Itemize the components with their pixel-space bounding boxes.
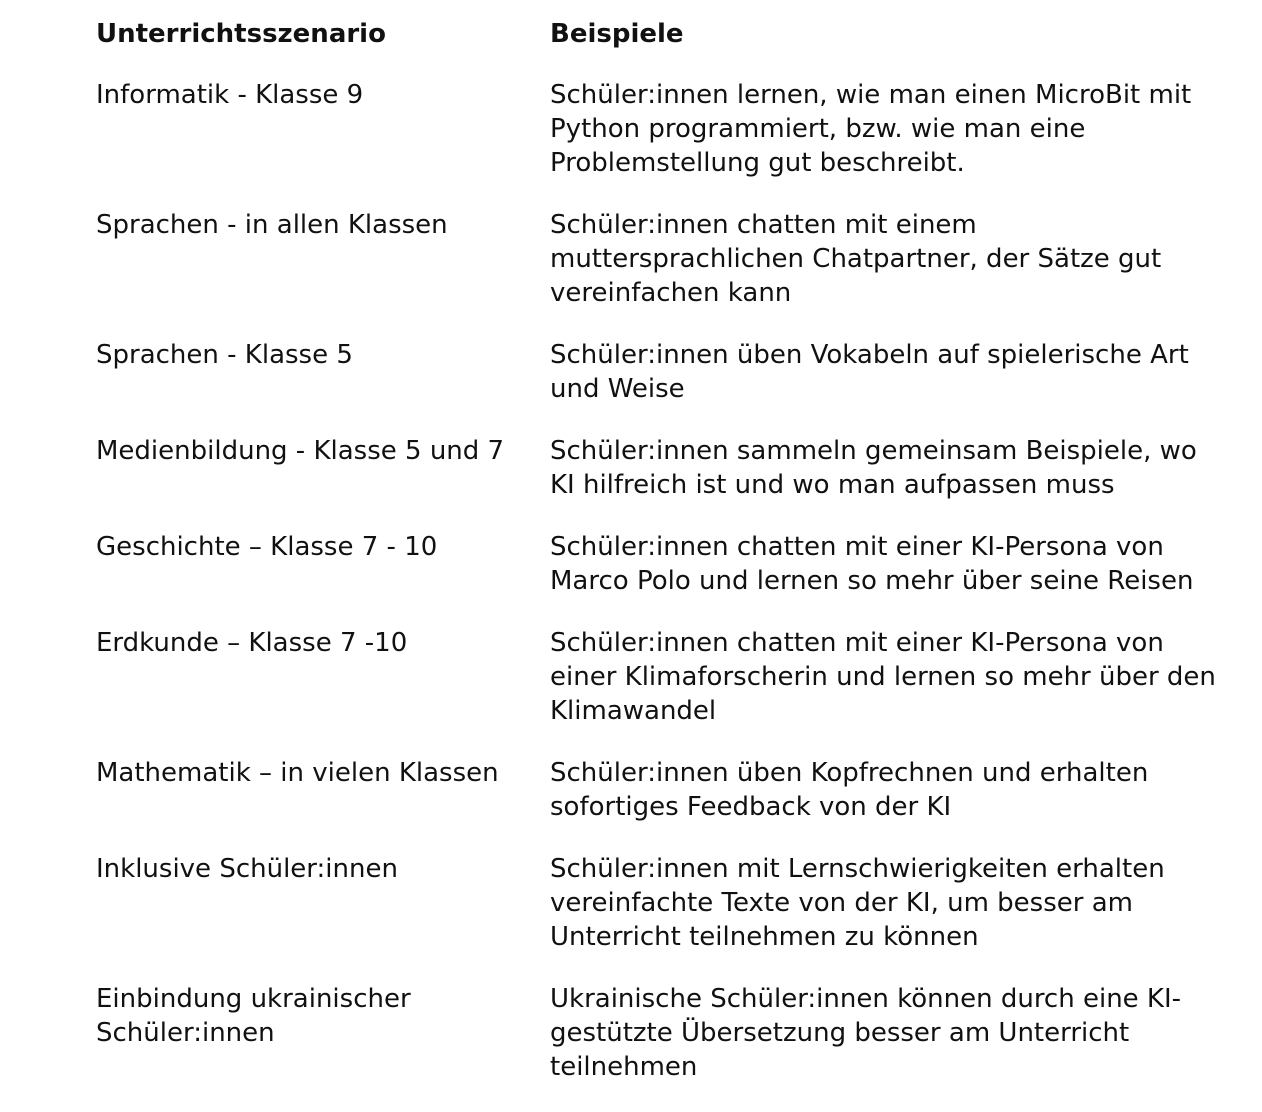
scenario-cell: Erdkunde – Klasse 7 -10 [96,628,408,658]
scenario-cell: Medienbildung - Klasse 5 und 7 [96,436,505,466]
table-row [96,626,1236,756]
header-examples: Beispiele [550,19,684,49]
header-scenario: Unterrichtsszenario [96,19,386,49]
table-row [96,434,1236,530]
example-cell: Schüler:innen üben Vokabeln auf spielerische Art und Weise [550,340,1189,404]
scenario-cell: Inklusive Schüler:innen [96,854,398,884]
example-cell: Schüler:innen mit Lernschwierigkeiten erhalten vereinfachte Texte von der KI, um besser am Unterricht teilnehmen zu können [550,854,1165,952]
scenario-cell: Sprachen - in allen Klassen [96,210,448,240]
example-cell: Schüler:innen chatten mit einem muttersprachlichen Chatpartner, der Sätze gut vereinfachen kann [550,210,1162,308]
table-row [96,338,1236,434]
table-row [96,756,1236,852]
scenario-table [96,16,1236,1112]
table-row [96,982,1236,1112]
table-row [96,78,1236,208]
scenario-cell: Informatik - Klasse 9 [96,80,364,110]
table-row [96,530,1236,626]
table-row [96,208,1236,338]
example-cell: Schüler:innen chatten mit einer KI-Persona von einer Klimaforscherin und lernen so mehr über den Klimawandel [550,628,1216,726]
example-cell: Schüler:innen chatten mit einer KI-Persona von Marco Polo und lernen so mehr über seine Reisen [550,532,1194,596]
table-header-row [96,16,1236,78]
example-cell: Schüler:innen üben Kopfrechnen und erhalten sofortiges Feedback von der KI [550,758,1149,822]
scenario-cell: Sprachen - Klasse 5 [96,340,353,370]
example-cell: Schüler:innen lernen, wie man einen MicroBit mit Python programmiert, bzw. wie man eine Problemstellung gut beschreibt. [550,80,1192,178]
example-cell: Schüler:innen sammeln gemeinsam Beispiele, wo KI hilfreich ist und wo man aufpassen muss [550,436,1197,500]
scenario-cell: Geschichte – Klasse 7 - 10 [96,532,438,562]
scenario-cell: Einbindung ukrainischer Schüler:innen [96,984,411,1048]
scenario-cell: Mathematik – in vielen Klassen [96,758,499,788]
table-row [96,852,1236,982]
example-cell: Ukrainische Schüler:innen können durch eine KI- gestützte Übersetzung besser am Unterricht teilnehmen [550,984,1182,1082]
